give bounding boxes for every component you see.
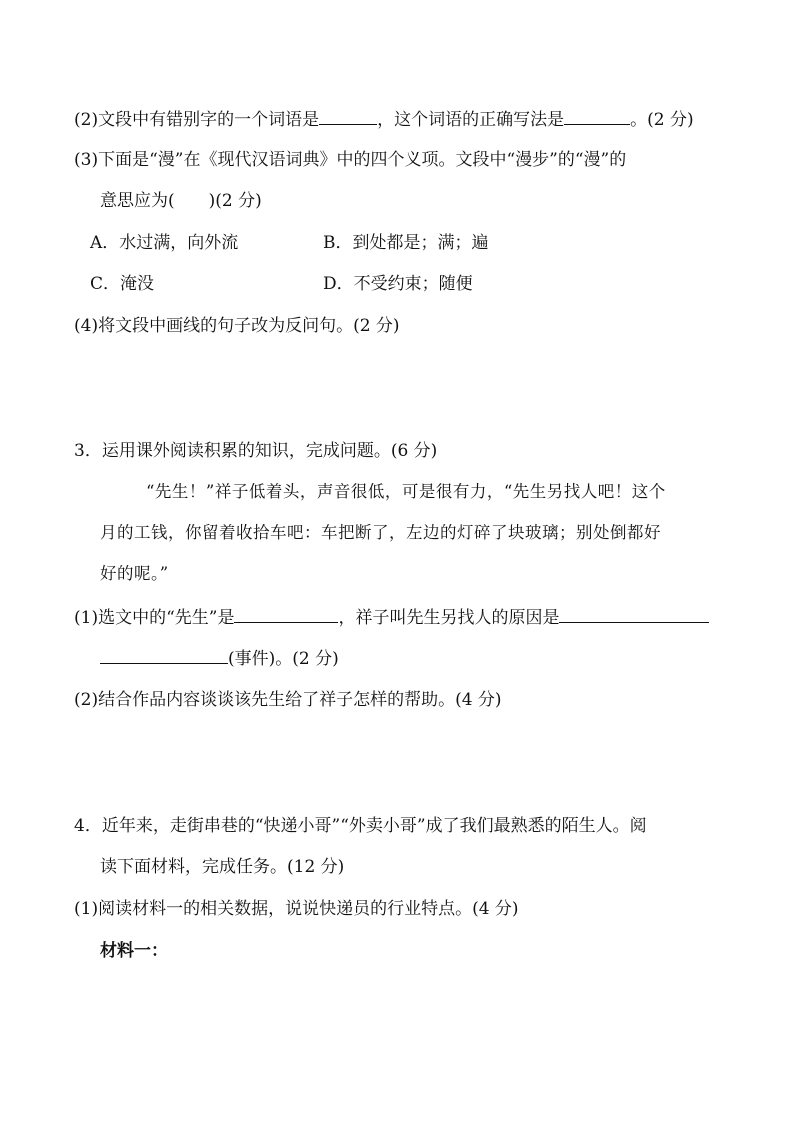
q3-sub1-text-c: (事件)。(2 分) (228, 649, 339, 669)
option-d: D．不受约束；随便 (323, 274, 473, 294)
q2-sub3-line1: (3)下面是“漫”在《现代汉语词典》中的四个义项。文段中“漫步”的“漫”的 (74, 150, 627, 170)
q3-passage-line1: “先生！”祥子低着头，声音很低，可是很有力，“先生另找人吧！这个 (146, 482, 666, 501)
q4-line1: 4．近年来，走街串巷的“快递小哥”“外卖小哥”成了我们最熟悉的陌生人。阅 (74, 816, 647, 836)
q4-sub1-line: (1)阅读材料一的相关数据，说说快递员的行业特点。(4 分) (74, 899, 519, 919)
q3-sub1-line2 (100, 647, 339, 670)
answer-blank-5[interactable] (100, 647, 228, 664)
q3-sub1-line1 (74, 606, 709, 629)
q2-sub4-line: (4)将文段中画线的句子改为反问句。(2 分) (74, 316, 400, 336)
q3-passage-line3: 好的呢。” (100, 564, 169, 583)
q2-sub2-line (74, 108, 694, 131)
q3-passage-line2: 月的工钱，你留着收拾车吧：车把断了，左边的灯碎了块玻璃；别处倒都好 (100, 523, 661, 542)
q2-sub2-text-a: (2)文段中有错别字的一个词语是 (74, 110, 320, 130)
q3-title: 3．运用课外阅读积累的知识，完成问题。(6 分) (74, 441, 438, 461)
q2-sub2-text-c: 。(2 分) (630, 110, 694, 130)
material-one-label: 材料一： (100, 941, 168, 961)
q2-sub3-line2: 意思应为( )(2 分) (100, 191, 262, 211)
option-c: C．淹没 (90, 274, 155, 294)
option-b: B．到处都是；满；遍 (323, 233, 489, 253)
q3-sub2-line: (2)结合作品内容谈谈该先生给了祥子怎样的帮助。(4 分) (74, 690, 502, 710)
answer-blank-1[interactable] (319, 108, 377, 125)
q3-sub1-text-a: (1)选文中的“先生”是 (74, 608, 235, 628)
q3-sub1-text-b: ，祥子叫先生另找人的原因是 (338, 608, 560, 628)
answer-blank-3[interactable] (234, 606, 338, 623)
q4-line2: 读下面材料，完成任务。(12 分) (100, 857, 345, 877)
q2-sub2-text-b: ，这个词语的正确写法是 (377, 110, 565, 130)
option-a: A．水过满，向外流 (90, 233, 239, 253)
answer-blank-4[interactable] (559, 606, 709, 623)
answer-blank-2[interactable] (564, 108, 630, 125)
